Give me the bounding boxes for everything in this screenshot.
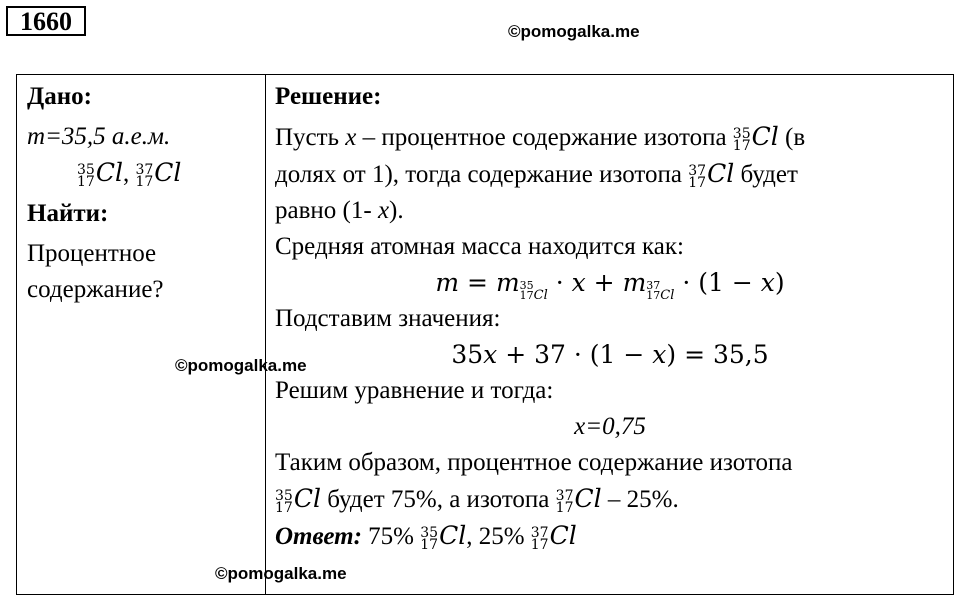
solution-header: Решение: [275, 83, 382, 110]
solution-result: x=0,75 [574, 413, 646, 440]
formula-substitution: 35x + 37 · (1 − x) = 35,5 [451, 340, 769, 369]
find-line-1: Процентное [27, 240, 157, 267]
given-header: Дано: [27, 83, 92, 110]
answer-label: Ответ: [275, 523, 362, 550]
given-column [27, 75, 257, 308]
solution-line-3: равно (1- x). [275, 197, 404, 224]
solution-line-6: Решим уравнение и тогда: [275, 377, 554, 404]
problem-table [16, 74, 954, 595]
solution-line-5: Подставим значения: [275, 305, 501, 332]
column-divider [265, 75, 266, 594]
isotope-cl35: 35 17 Cl [77, 158, 123, 190]
solution-line-4: Средняя атомная масса находится как: [275, 233, 684, 260]
answer-line: Ответ: 75% 35 17 Cl, 25% 37 17 Cl [275, 521, 577, 553]
watermark-bottom: ©pomogalka.me [215, 564, 347, 583]
solution-line-1: Пусть x – процентное содержание изотопа 35 17 Cl (в [275, 122, 806, 154]
solution-line-8: 35 17 Cl будет 75%, а изотопа 37 17 Cl – 25%. [275, 484, 679, 516]
watermark-top: ©pomogalka.me [508, 22, 640, 41]
find-header: Найти: [27, 200, 109, 227]
watermark-middle: ©pomogalka.me [175, 356, 307, 375]
isotope-cl37: 37 17 Cl [135, 158, 182, 190]
solution-line-2: долях от 1), тогда содержание изотопа 37 17 Cl будет [275, 159, 798, 191]
solution-column [275, 75, 945, 555]
given-mass: m=35,5 а.е.м. [27, 123, 171, 150]
formula-average-mass: m = m 35 17 Cl · x + m 37 17 Cl · (1 − x) [435, 268, 785, 303]
find-line-2: содержание? [27, 276, 164, 303]
solution-line-7: Таким образом, процентное содержание изотопа [275, 449, 793, 476]
problem-number: 1660 [6, 6, 86, 36]
given-isotopes: 35 17 Cl, 37 17 Cl [77, 158, 182, 190]
